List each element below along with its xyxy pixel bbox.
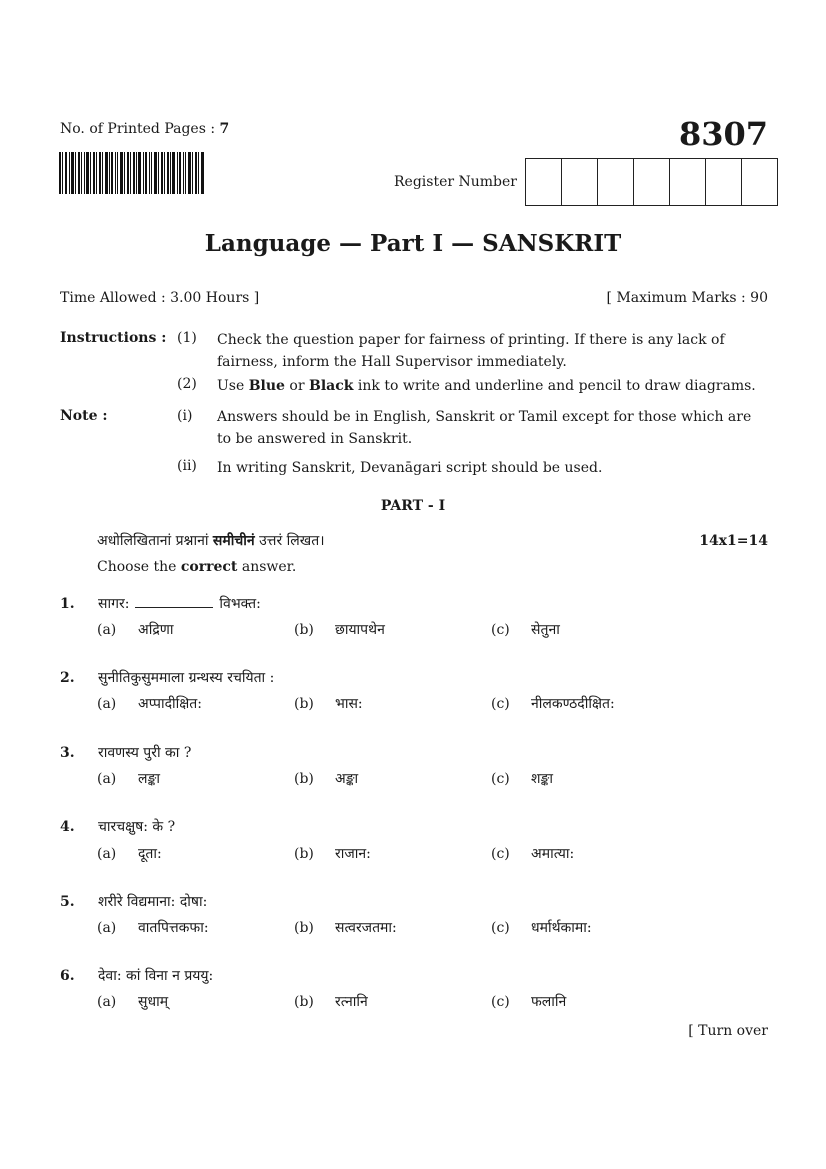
register-box[interactable] [705, 159, 741, 205]
note-number: (i) [177, 408, 193, 424]
option-text: छायापथेन [335, 622, 385, 638]
instruction-number: (1) [177, 330, 197, 346]
option-label: (b) [294, 622, 314, 638]
sanskrit-direction [97, 531, 325, 550]
direction-part: अधोलिखितानां प्रश्नानां [97, 533, 213, 549]
option-text: नीलकण्ठदीक्षित: [531, 696, 615, 712]
direction-part: Choose the [97, 559, 181, 575]
option-label: (a) [97, 846, 117, 862]
option-label: (a) [97, 622, 117, 638]
register-number [394, 158, 778, 206]
option-text: वातपित्तकफा: [138, 920, 209, 936]
question-text-part: सागर: [98, 596, 130, 612]
register-box[interactable] [669, 159, 705, 205]
option-label: (c) [491, 994, 510, 1010]
printed-pages-value: 7 [219, 121, 230, 137]
instruction-text: Check the question paper for fairness of printing. If there is any lack of fairness, inform the Hall Supervisor immediately. [217, 332, 725, 370]
question-text: सुनीतिकुसुममाला ग्रन्थस्य रचयिता : [98, 670, 275, 686]
option-label: (b) [294, 994, 314, 1010]
instruction-text-part: ink to write and underline and pencil to draw diagrams. [353, 378, 756, 394]
direction-part: उत्तरं लिखत। [254, 533, 325, 549]
question-text: देवा: कां विना न प्रययु: [98, 968, 214, 984]
option-text: सत्वरजतमा: [335, 920, 397, 936]
direction-bold: समीचीनं [212, 533, 255, 549]
direction-part: answer. [237, 559, 297, 575]
turn-over: [ Turn over [688, 1023, 768, 1039]
option-text: सेतुना [531, 622, 560, 638]
option-text: अप्पादीक्षित: [138, 696, 203, 712]
question-text: रावणस्य पुरी का ? [98, 745, 192, 761]
paper-code: 8307 [678, 115, 768, 153]
question-text [98, 594, 261, 613]
instruction-text [217, 375, 769, 397]
option-text: राजान: [335, 846, 371, 862]
part-heading: PART - I [380, 498, 446, 514]
direction-bold: correct [180, 559, 238, 575]
question-text: चारचक्षुष: के ? [98, 819, 176, 835]
option-label: (c) [491, 696, 510, 712]
option-text: भास: [335, 696, 363, 712]
option-text: शङ्का [531, 771, 554, 787]
option-label: (c) [491, 622, 510, 638]
question-number: 3. [60, 745, 75, 761]
english-direction [97, 559, 296, 575]
instructions-label: Instructions : [60, 330, 167, 346]
question-number: 1. [60, 596, 75, 612]
option-label: (b) [294, 771, 314, 787]
option-label: (b) [294, 846, 314, 862]
time-allowed: Time Allowed : 3.00 Hours ] [60, 290, 260, 306]
note-text: In writing Sanskrit, Devanāgari script should be used. [217, 460, 603, 476]
option-text: सुधाम् [138, 994, 169, 1010]
register-box[interactable] [633, 159, 669, 205]
register-box[interactable] [526, 159, 561, 205]
instruction-number: (2) [177, 376, 197, 392]
question-text-part: विभक्त: [219, 596, 261, 612]
register-box[interactable] [597, 159, 633, 205]
option-text: धर्मार्थकामा: [531, 920, 592, 936]
option-label: (b) [294, 696, 314, 712]
marks-scheme: 14x1=14 [699, 533, 768, 549]
register-box[interactable] [561, 159, 597, 205]
option-text: रत्नानि [335, 994, 368, 1010]
question-number: 4. [60, 819, 75, 835]
note-text: Answers should be in English, Sanskrit or Tamil except for those which are to be answered in Sanskrit. [217, 409, 752, 447]
question-number: 2. [60, 670, 75, 686]
register-number-label: Register Number [394, 174, 517, 190]
maximum-marks: [ Maximum Marks : 90 [606, 290, 768, 306]
option-text: फलानि [531, 994, 567, 1010]
option-label: (c) [491, 920, 510, 936]
option-label: (c) [491, 846, 510, 862]
instruction-text-part: Use [217, 378, 249, 394]
option-label: (a) [97, 771, 117, 787]
barcode [59, 152, 204, 194]
answer-blank [135, 607, 213, 608]
option-label: (a) [97, 920, 117, 936]
option-text: अद्रिणा [138, 622, 174, 638]
note-number: (ii) [177, 458, 197, 474]
option-text: लङ्का [138, 771, 160, 787]
option-text: अमात्या: [531, 846, 575, 862]
instruction-bold-black: Black [309, 378, 354, 394]
register-box[interactable] [741, 159, 777, 205]
option-text: अङ्का [335, 771, 359, 787]
question-text: शरीरे विद्यमाना: दोषा: [98, 894, 208, 910]
option-label: (a) [97, 994, 117, 1010]
exam-title: Language — Part I — SANSKRIT [204, 230, 622, 257]
option-label: (c) [491, 771, 510, 787]
option-label: (b) [294, 920, 314, 936]
register-number-boxes [525, 158, 778, 206]
option-label: (a) [97, 696, 117, 712]
printed-pages-label: No. of Printed Pages : [60, 121, 216, 137]
instruction-bold-blue: Blue [248, 378, 285, 394]
instruction-text-part: or [284, 378, 309, 394]
option-text: दूता: [138, 846, 162, 862]
printed-pages [60, 121, 229, 137]
question-number: 6. [60, 968, 75, 984]
note-label: Note : [60, 408, 108, 424]
question-number: 5. [60, 894, 75, 910]
